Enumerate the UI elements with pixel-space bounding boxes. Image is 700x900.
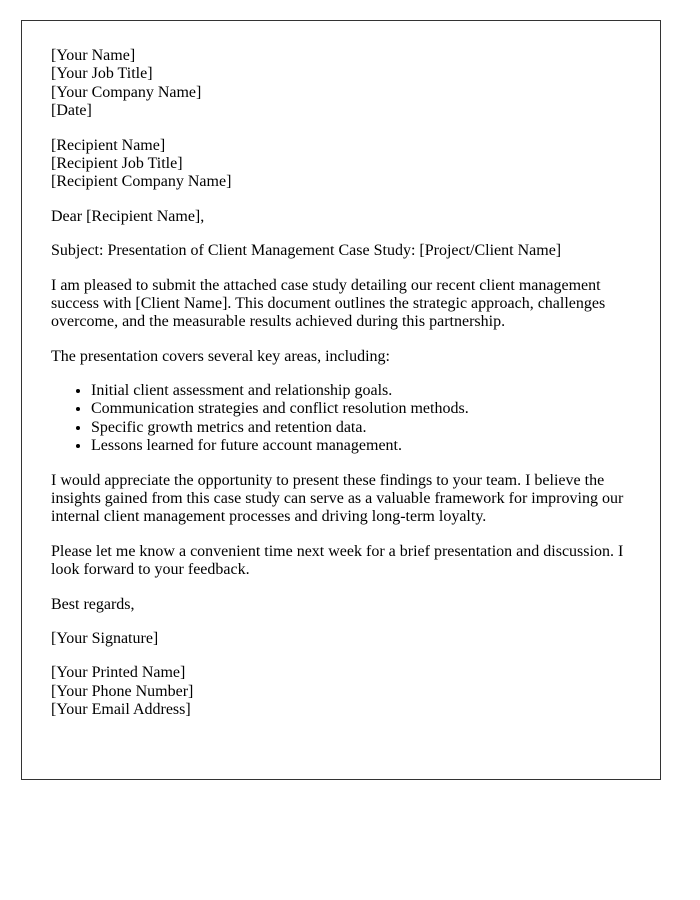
recipient-name-line: [Recipient Name] xyxy=(51,136,166,154)
followup-paragraph: Please let me know a convenient time next week for a brief presentation and discussion. I look forward to your feedback. xyxy=(51,542,624,579)
closing: Best regards, xyxy=(51,595,135,613)
recipient-company-line: [Recipient Company Name] xyxy=(51,173,232,191)
letter-page xyxy=(21,20,661,780)
recipient-job-title-line: [Recipient Job Title] xyxy=(51,154,183,172)
email-address-line: [Your Email Address] xyxy=(51,701,191,719)
printed-name-line: [Your Printed Name] xyxy=(51,664,186,682)
recipient-block xyxy=(51,137,637,192)
request-paragraph: I would appreciate the opportunity to present these findings to your team. I believe the insights gained from this case study can serve as a valuable framework for improving our internal client management processes and driving long-term loyalty. xyxy=(51,471,624,526)
list-item: • Communication strategies and conflict resolution methods. xyxy=(91,400,637,418)
list-item: • Lessons learned for future account management. xyxy=(91,437,637,455)
list-intro: The presentation covers several key areas, including: xyxy=(51,347,390,365)
subject-line: Subject: Presentation of Client Management Case Study: [Project/Client Name] xyxy=(51,242,562,260)
key-areas-list xyxy=(51,382,637,456)
phone-number-line: [Your Phone Number] xyxy=(51,682,194,700)
signature-placeholder: [Your Signature] xyxy=(51,629,159,647)
signature-block xyxy=(51,664,637,719)
sender-company-line: [Your Company Name] xyxy=(51,83,202,101)
salutation: Dear [Recipient Name], xyxy=(51,207,205,225)
list-item: • Initial client assessment and relationship goals. xyxy=(91,382,637,400)
sender-job-title-line: [Your Job Title] xyxy=(51,65,153,83)
sender-name-line: [Your Name] xyxy=(51,47,136,64)
date-line: [Date] xyxy=(51,102,92,120)
sender-block xyxy=(51,47,637,121)
intro-paragraph: I am pleased to submit the attached case study detailing our recent client management success with [Client Name]. This document outlines the strategic approach, challenges overcome, and the measurable results achieved during this partnership. xyxy=(51,276,606,331)
list-item: • Specific growth metrics and retention data. xyxy=(91,419,637,437)
